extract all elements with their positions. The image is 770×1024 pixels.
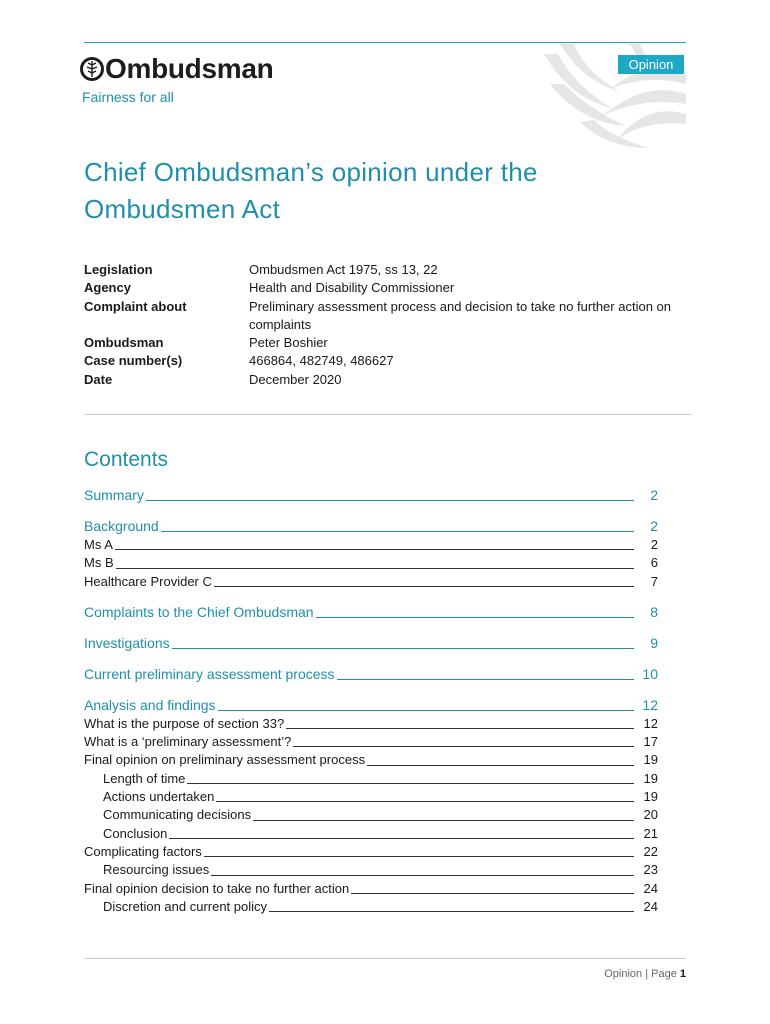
toc-entry[interactable] (84, 825, 658, 843)
section-divider (84, 414, 692, 415)
toc-leader-line (211, 875, 634, 876)
meta-label: Case number(s) (84, 353, 183, 369)
meta-label: Ombudsman (84, 335, 164, 351)
toc-leader-line (161, 531, 634, 532)
toc-page-number: 17 (643, 734, 658, 750)
toc-entry-label: Background (84, 518, 159, 534)
meta-value: 466864, 482749, 486627 (249, 353, 394, 369)
logo-wordmark: Ombudsman (105, 53, 274, 84)
toc-page-number: 22 (643, 843, 658, 859)
meta-label: Agency (84, 280, 131, 296)
toc-page-number: 24 (643, 880, 658, 896)
toc-page-number: 24 (643, 898, 658, 914)
toc-entry-label: Summary (84, 487, 144, 503)
ombudsman-logo (80, 54, 273, 84)
meta-row (84, 279, 694, 297)
toc-entry-label: Current preliminary assessment process (84, 665, 335, 682)
toc-entry-label: What is the purpose of section 33? (84, 715, 285, 731)
meta-row (84, 352, 694, 370)
toc-leader-line (204, 856, 634, 857)
toc-entry-label: Final opinion decision to take no further action (84, 880, 350, 896)
document-title: Chief Ombudsman’s opinion under the Ombudsmen Act (84, 157, 538, 224)
toc-entry-label: Length of time (103, 770, 186, 786)
meta-row (84, 298, 694, 335)
toc-entry-label: Final opinion on preliminary assessment process (84, 752, 366, 768)
toc-page-number: 20 (643, 807, 658, 823)
toc-entry-label: Analysis and findings (84, 696, 216, 713)
meta-value: Preliminary assessment process and decision to take no further action on complaints (249, 298, 671, 332)
fern-logo-icon (80, 57, 104, 81)
toc-entry-label: Complaints to the Chief Ombudsman (84, 603, 314, 620)
contents-heading: Contents (84, 448, 169, 471)
toc-leader-line (351, 893, 634, 894)
toc-leader-line (115, 549, 634, 550)
toc-page-number: 19 (643, 789, 658, 805)
toc-entry[interactable] (84, 770, 658, 788)
toc-entry[interactable] (84, 806, 658, 824)
toc-leader-line (218, 710, 634, 711)
toc-entry[interactable] (84, 715, 658, 733)
toc-leader-line (253, 820, 634, 821)
toc-entry-label: Investigations (84, 634, 170, 651)
toc-leader-line (214, 586, 634, 587)
toc-page-number: 12 (643, 715, 658, 731)
toc-entry[interactable] (84, 898, 658, 916)
table-of-contents (84, 485, 658, 916)
toc-entry[interactable] (84, 733, 658, 751)
toc-entry-label: Ms B (84, 555, 114, 571)
toc-page-number: 23 (643, 862, 658, 878)
toc-leader-line (269, 911, 634, 912)
meta-label: Legislation (84, 262, 153, 277)
toc-leader-line (187, 783, 634, 784)
toc-entry[interactable] (84, 861, 658, 879)
toc-page-number: 2 (650, 537, 658, 552)
toc-entry[interactable] (84, 554, 658, 572)
toc-page-number: 2 (650, 518, 658, 534)
toc-entry[interactable] (84, 485, 658, 505)
page-number: 1 (679, 968, 686, 980)
header-rule (84, 42, 686, 43)
meta-row (84, 334, 694, 352)
toc-leader-line (316, 617, 634, 618)
toc-entry-label: Ms A (84, 537, 113, 552)
tagline: Fairness for all (82, 89, 174, 105)
toc-leader-line (146, 500, 634, 501)
toc-entry[interactable] (84, 751, 658, 769)
toc-entry-label: Healthcare Provider C (84, 573, 212, 589)
toc-entry[interactable] (84, 536, 658, 554)
toc-leader-line (172, 648, 634, 649)
toc-entry[interactable] (84, 602, 658, 622)
toc-leader-line (367, 765, 634, 766)
toc-page-number: 2 (650, 487, 658, 503)
toc-page-number: 8 (650, 603, 658, 620)
toc-page-number: 7 (650, 573, 658, 589)
toc-entry-label: Resourcing issues (103, 862, 210, 878)
toc-entry[interactable] (84, 573, 658, 591)
toc-page-number: 19 (643, 770, 658, 786)
toc-page-number: 12 (642, 696, 658, 713)
toc-entry-label: Communicating decisions (103, 807, 252, 823)
toc-entry[interactable] (84, 664, 658, 684)
toc-page-number: 9 (650, 634, 658, 651)
toc-entry[interactable] (84, 788, 658, 806)
case-details (84, 261, 694, 389)
meta-value: Peter Boshier (249, 335, 328, 351)
toc-entry-label: Complicating factors (84, 843, 202, 859)
meta-row (84, 371, 694, 389)
toc-entry-label: What is a ‘preliminary assessment’? (84, 734, 292, 750)
meta-value: December 2020 (249, 371, 342, 387)
meta-row (84, 261, 694, 279)
toc-entry-label: Discretion and current policy (103, 898, 268, 914)
toc-entry[interactable] (84, 516, 658, 536)
toc-entry-label: Actions undertaken (103, 789, 215, 805)
toc-page-number: 6 (650, 555, 658, 571)
toc-page-number: 21 (643, 825, 658, 841)
meta-value: Ombudsmen Act 1975, ss 13, 22 (249, 262, 438, 277)
toc-leader-line (293, 746, 634, 747)
toc-entry[interactable] (84, 695, 658, 715)
toc-page-number: 10 (642, 665, 658, 682)
meta-label: Date (84, 371, 113, 387)
page-footer (604, 968, 686, 980)
meta-label: Complaint about (84, 298, 187, 314)
toc-leader-line (116, 568, 634, 569)
toc-leader-line (216, 801, 634, 802)
toc-entry-label: Conclusion (103, 825, 168, 841)
footer-rule (84, 958, 686, 959)
toc-entry[interactable] (84, 633, 658, 653)
toc-page-number: 19 (643, 752, 658, 768)
toc-entry[interactable] (84, 880, 658, 898)
toc-leader-line (337, 679, 634, 680)
meta-value: Health and Disability Commissioner (249, 280, 455, 296)
footer-label: Opinion | Page (604, 968, 677, 980)
toc-entry[interactable] (84, 843, 658, 861)
toc-leader-line (169, 838, 634, 839)
opinion-badge: Opinion (618, 55, 684, 74)
toc-leader-line (286, 728, 634, 729)
